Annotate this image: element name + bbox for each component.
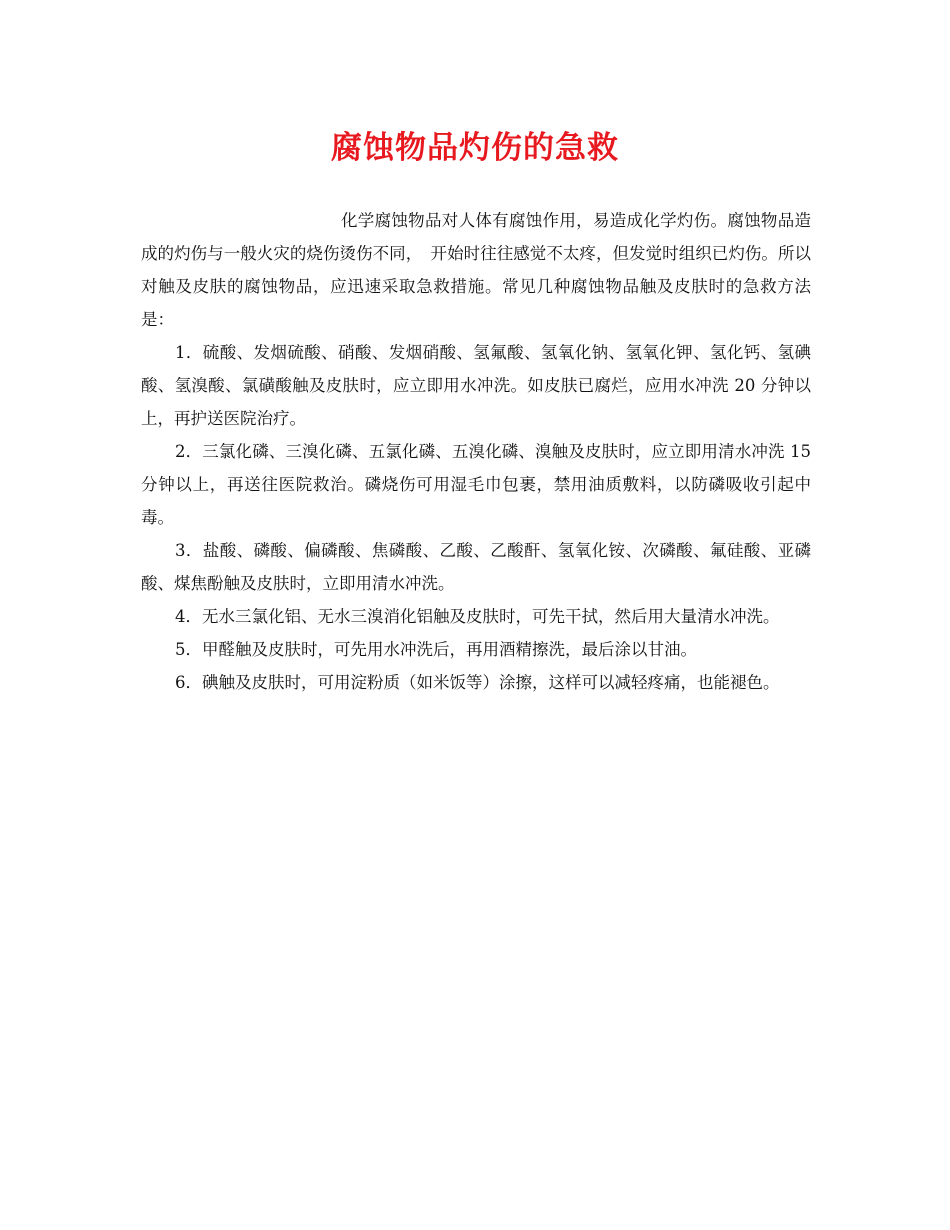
list-item-3: 3．盐酸、磷酸、偏磷酸、焦磷酸、乙酸、乙酸酐、氢氧化铵、次磷酸、氟硅酸、亚磷酸、煤焦酚触及皮肤时，立即用清水冲洗。 <box>141 541 811 593</box>
list-item-1: 1．硫酸、发烟硫酸、硝酸、发烟硝酸、氢氟酸、氢氧化钠、氢氧化钾、氢化钙、氢碘酸、氢溴酸、氯磺酸触及皮肤时，应立即用水冲洗。如皮肤已腐烂，应用水冲洗 20 分钟以上，再护送医院治疗。 <box>141 343 811 428</box>
list-item-6: 6．碘触及皮肤时，可用淀粉质（如米饭等）涂擦，这样可以减轻疼痛，也能褪色。 <box>175 673 780 692</box>
document-body <box>141 204 811 699</box>
list-item-5: 5．甲醛触及皮肤时，可先用水冲洗后，再用酒精擦洗，最后涂以甘油。 <box>175 640 697 659</box>
list-item-2: 2．三氯化磷、三溴化磷、五氯化磷、五溴化磷、溴触及皮肤时，应立即用清水冲洗 15 分钟以上，再送往医院救治。磷烧伤可用湿毛巾包裹，禁用油质敷料，以防磷吸收引起中毒。 <box>141 442 811 527</box>
list-item-4: 4．无水三氯化铝、无水三溴消化铝触及皮肤时，可先干拭，然后用大量清水冲洗。 <box>175 607 780 626</box>
document-title: 腐蚀物品灼伤的急救 <box>331 130 619 166</box>
intro-paragraph: 化学腐蚀物品对人体有腐蚀作用，易造成化学灼伤。腐蚀物品造成的灼伤与一般火灾的烧伤烫伤不同， 开始时往往感觉不太疼，但发觉时组织已灼伤。所以对触及皮肤的腐蚀物品，应迅速采取急救措施。常见几种腐蚀物品触及皮肤时的急救方法是： <box>141 211 811 329</box>
